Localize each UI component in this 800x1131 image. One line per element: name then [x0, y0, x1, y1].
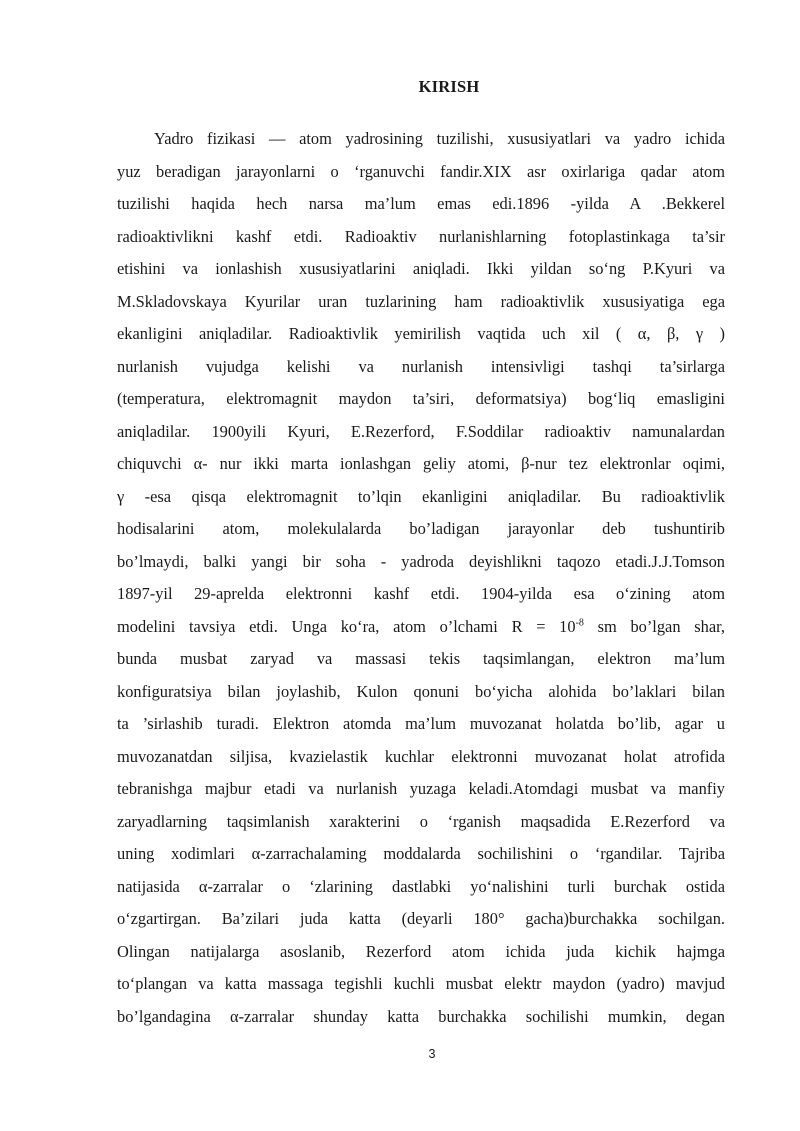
- text-line: etishini va ionlashish xususiyatlarini aniqladi. Ikki yildan so‘ng P.Kyuri va: [117, 259, 725, 278]
- text-line: konfiguratsiya bilan joylashib, Kulon qonuni bo‘yicha alohida bo’laklari bilan: [117, 681, 725, 701]
- text-line: bo’lmaydi, balki yangi bir soha - yadroda deyishlikni taqozo etadi.J.J.Tomson: [117, 551, 725, 571]
- text-line: nurlanish vujudga kelishi va nurlanish intensivligi tashqi ta’sirlarga: [117, 356, 725, 376]
- text-line: ta ’sirlashib turadi. Elektron atomda ma’lum muvozanat holatda bo’lib, agar u: [117, 714, 725, 733]
- text-line: M.Skladovskaya Kyurilar uran tuzlarining ham radioaktivlik xususiyatiga ega: [117, 291, 725, 311]
- text-segment: modelini tavsiya etdi. Unga ko‘ra, atom o’lchami R = 10: [117, 616, 576, 636]
- text-line: radioaktivlikni kashf etdi. Radioaktiv nurlanishlarning fotoplastinkaga ta’sir: [117, 226, 725, 246]
- document-title: KIRISH: [418, 77, 480, 96]
- text-line: chiquvchi α- nur ikki marta ionlashgan geliy atomi, β-nur tez elektronlar oqimi,: [117, 454, 725, 473]
- exponent: -8: [575, 617, 584, 629]
- text-line: Yadro fizikasi — atom yadrosining tuzilishi, xususiyatlari va yadro ichida: [154, 129, 725, 148]
- text-line: aniqladilar. 1900yili Kyuri, E.Rezerford, F.Soddilar radioaktiv namunalardan: [117, 421, 725, 441]
- text-line: tebranishga majbur etadi va nurlanish yuzaga keladi.Atomdagi musbat va manfiy: [117, 779, 725, 798]
- text-line: muvozanatdan siljisa, kvazielastik kuchlar elektronni muvozanat holat atrofida: [117, 746, 725, 766]
- text-line: γ -esa qisqa elektromagnit to’lqin ekanligini aniqladilar. Bu radioaktivlik: [117, 486, 725, 506]
- text-line: to‘plangan va katta massaga tegishli kuchli musbat elektr maydon (yadro) mavjud: [117, 974, 725, 993]
- text-line: natijasida α-zarralar o ‘zlarining dastlabki yo‘nalishini turli burchak ostida: [117, 876, 725, 896]
- text-line: tuzilishi haqida hech narsa ma’lum emas edi.1896 -yilda A .Bekkerel: [117, 194, 725, 213]
- text-line: 1897-yil 29-aprelda elektronni kashf etdi. 1904-yilda esa o‘zining atom: [117, 584, 725, 603]
- text-line: bo’lgandagina α-zarralar shunday katta burchakka sochilishi mumkin, degan: [117, 1006, 725, 1026]
- text-line: o‘zgartirgan. Ba’zilari juda katta (deyarli 180° gacha)burchakka sochilgan.: [117, 909, 725, 928]
- text-line: bunda musbat zaryad va massasi tekis taqsimlangan, elektron ma’lum: [117, 649, 725, 668]
- text-line: zaryadlarning taqsimlanish xarakterini o ‘rganish maqsadida E.Rezerford va: [117, 811, 725, 831]
- text-segment: sm bo’lgan shar,: [583, 616, 725, 636]
- text-line: yuz beradigan jarayonlarni o ‘rganuvchi fandir.XIX asr oxirlariga qadar atom: [117, 161, 725, 181]
- text-line: uning xodimlari α-zarrachalaming moddalarda sochilishini o ‘rgandilar. Tajriba: [117, 844, 725, 863]
- document-body: [117, 123, 725, 1033]
- text-line: hodisalarini atom, molekulalarda bo’ladigan jarayonlar deb tushuntirib: [117, 519, 725, 538]
- text-line: Olingan natijalarga asoslanib, Rezerford atom ichida juda kichik hajmga: [117, 941, 725, 961]
- text-line: ekanligini aniqladilar. Radioaktivlik yemirilish vaqtida uch xil ( α, β, γ ): [117, 324, 725, 343]
- text-line: (temperatura, elektromagnit maydon ta’siri, deformatsiya) bog‘liq emasligini: [117, 389, 725, 408]
- text-line-with-superscript: [117, 611, 725, 644]
- page-number: 3: [428, 1047, 436, 1061]
